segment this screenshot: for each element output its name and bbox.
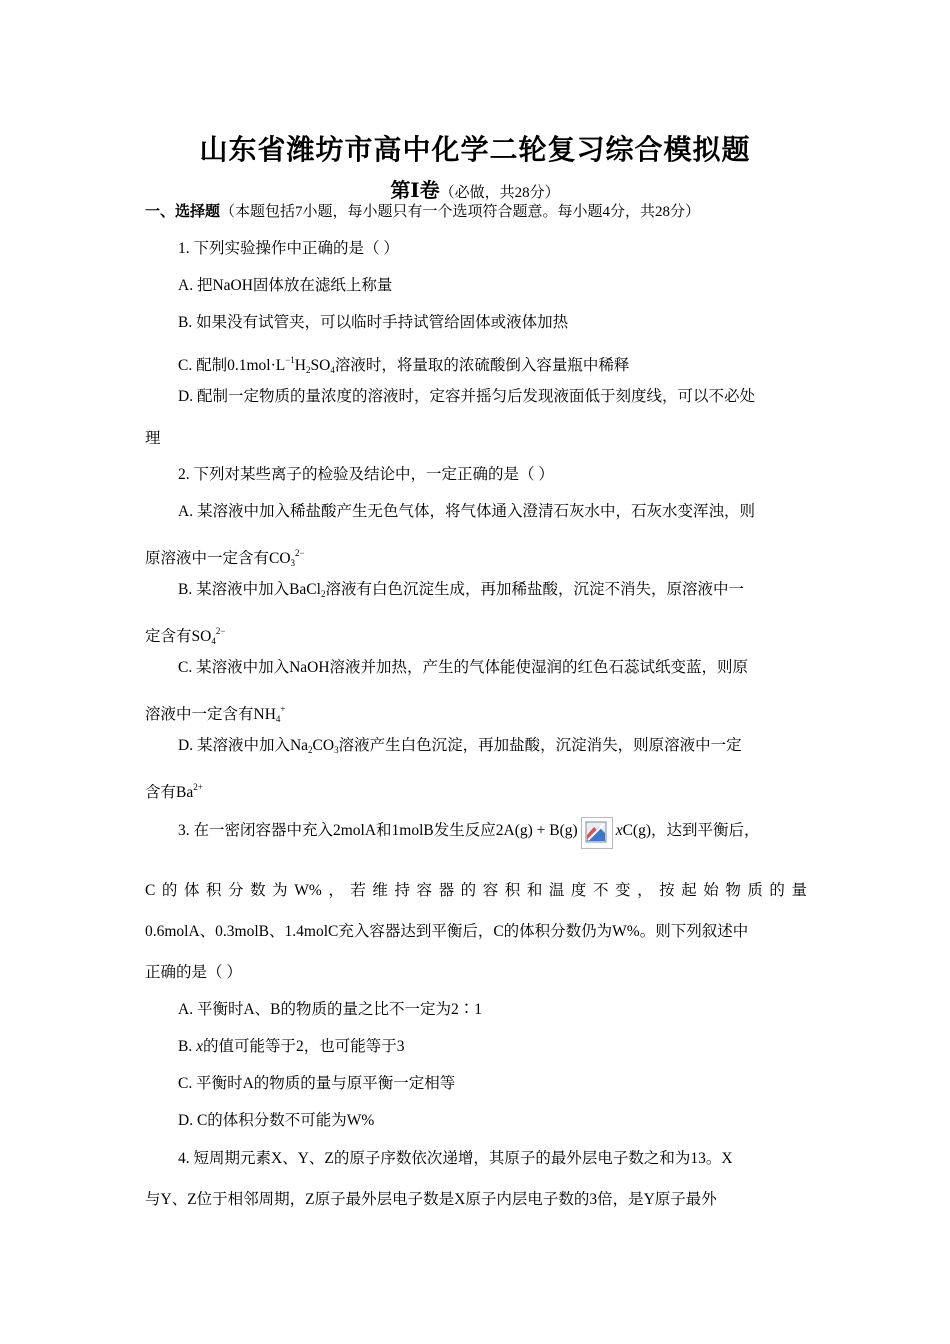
document-title: 山东省潍坊市高中化学二轮复习综合模拟题 [199,135,751,166]
q2-option-c-line1: C. 某溶液中加入NaOH溶液并加热，产生的气体能使湿润的红色石蕊试纸变蓝，则原 [178,659,749,676]
q2-option-b-line1: B. 某溶液中加入BaCl$_2$溶液有白色沉淀生成，再加稀盐酸，沉淀不消失，原溶液中一 [178,581,744,599]
section-heading [145,201,700,223]
q2-option-b-line2: 定含有$SO_4^{2-}$ [145,626,226,646]
q2-option-a-line1: A. 某溶液中加入稀盐酸产生无色气体，将气体通入澄清石灰水中，石灰水变浑浊，则 [178,503,755,520]
section-label: 一、选择题 [145,204,221,220]
part-label: 第Ⅰ卷 [390,180,440,202]
q4-stem-line1: 4. 短周期元素X、Y、Z的原子序数依次递增，其原子的最外层电子数之和为13。X [178,1150,733,1167]
q1-option-a: A. 把NaOH固体放在滤纸上称量 [178,277,393,294]
q3-option-d: D. C的体积分数不可能为W% [178,1112,375,1129]
q2-stem: 2. 下列对某些离子的检验及结论中，一定正确的是（ ） [178,466,554,483]
q1-option-d-line1: D. 配制一定物质的量浓度的溶液时，定容并摇匀后发现液面低于刻度线，可以不必处 [178,388,755,405]
q3-option-b: B. x的值可能等于2，也可能等于3 [178,1038,405,1055]
q3-stem-line1: 3. 在一密闭容器中充入2molA和1molB发生反应2A(g) + B(g) xC(g)，达到平衡后， [178,817,760,849]
q3-option-c: C. 平衡时A的物质的量与原平衡一定相等 [178,1075,456,1092]
q1-option-c: C. 配制$0.1mol\cdot L^{-1}H_2SO_4$溶液时，将量取的浓硫酸倒入容量瓶中稀释 [178,355,630,375]
q1-stem: 1. 下列实验操作中正确的是（ ） [178,240,399,257]
q3-stem-line3: 0.6molA、0.3molB、1.4molC充入容器达到平衡后，C的体积分数仍为W%。则下列叙述中 [145,923,749,940]
section-note: （本题包括7小题，每小题只有一个选项符合题意。每小题4分，共28分） [220,204,701,220]
q3-stem-line4: 正确的是（ ） [145,964,242,981]
q2-option-d-line2: 含有$Ba^{2+}$ [145,782,203,801]
broken-image-icon [581,817,613,849]
q4-stem-line2: 与Y、Z位于相邻周期，Z原子最外层电子数是X原子内层电子数的3倍，是Y原子最外 [145,1191,717,1208]
q2-option-d-line1: D. 某溶液中加入$Na_2CO_3$溶液产生白色沉淀，再加盐酸，沉淀消失，则原溶液中一定 [178,737,742,755]
q2-option-a-line2: 原溶液中一定含有$CO_3^{2-}$ [145,548,305,568]
part-heading [0,174,950,203]
q3-option-a: A. 平衡时A、B的物质的量之比不一定为2∶1 [178,1001,482,1018]
q1-option-b: B. 如果没有试管夹，可以临时手持试管给固体或液体加热 [178,314,569,331]
q1-option-d-line2: 理 [145,430,161,447]
q2-option-c-line2: 溶液中一定含有$NH_4^+$ [145,704,286,724]
part-note: （必做，共28分） [439,185,560,201]
q3-stem-line2: C的体积分数为W%，若维持容器的容积和温度不变，按起始物质的量 [145,882,807,899]
